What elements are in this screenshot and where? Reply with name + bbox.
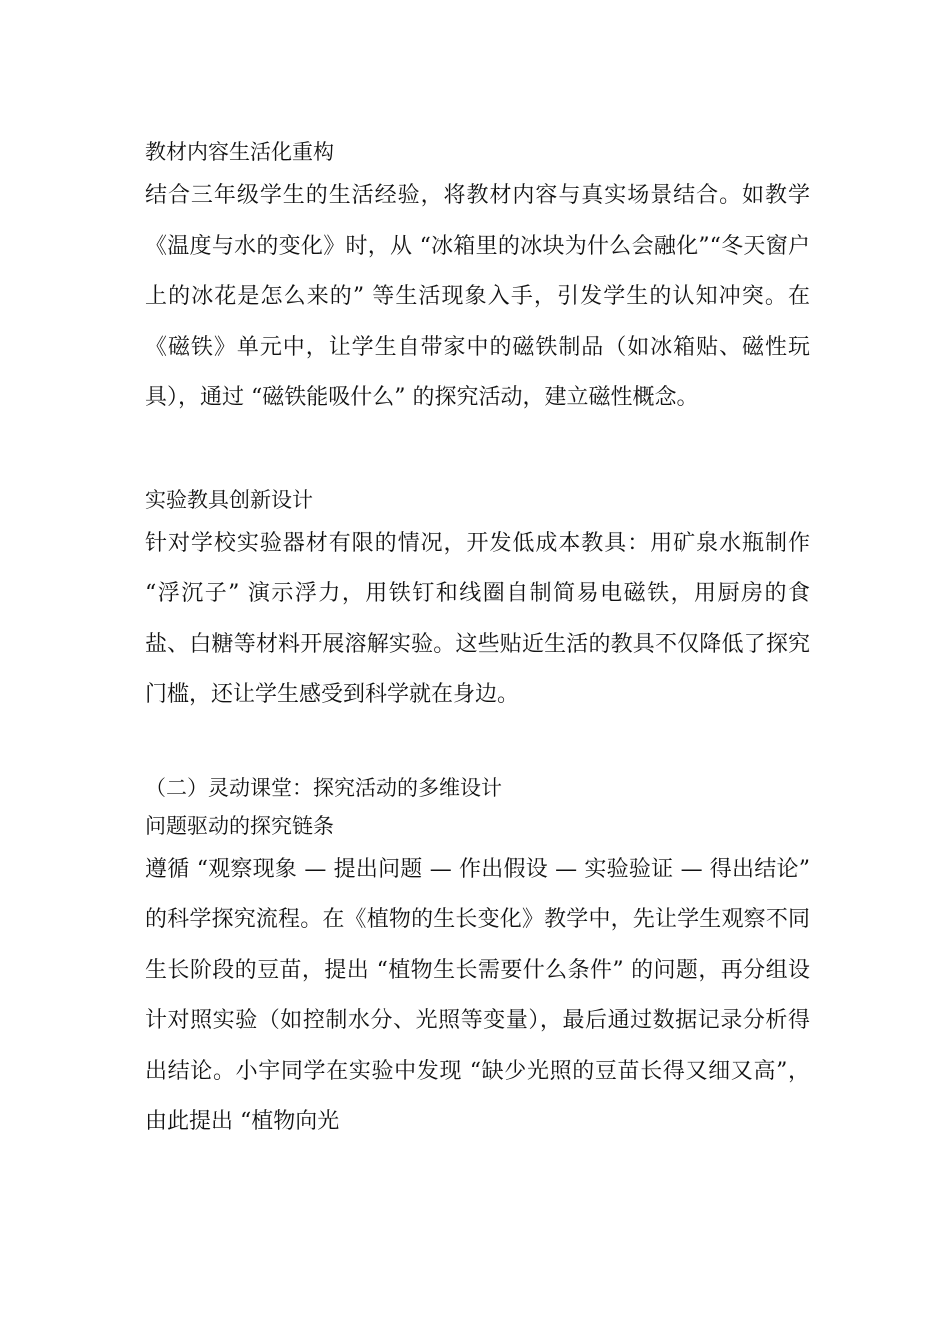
- section-paragraph: 遵循 “观察现象 — 提出问题 — 作出假设 — 实验验证 — 得出结论” 的科学探究流程。在《植物的生长变化》教学中，先让学生观察不同生长阶段的豆苗，提出 “植物生长需要什么条件” 的问题，再分组设计对照实验（如控制水分、光照等变量），最后通过数据记录分析得出结论。小宇同学在实验中发现 “缺少光照的豆苗长得又细又高”，由此提出 “植物向光: [145, 856, 810, 1134]
- section-heading: 实验教具创新设计: [145, 487, 313, 512]
- paragraph-spacer: [145, 721, 810, 769]
- section-heading: 教材内容生活化重构: [145, 140, 334, 164]
- section-paragraph: 结合三年级学生的生活经验，将教材内容与真实场景结合。如教学《温度与水的变化》时，从 “冰箱里的冰块为什么会融化”“冬天窗户上的冰花是怎么来的” 等生活现象入手，引发学生的认知冲突。在《磁铁》单元中，让学生自带家中的磁铁制品（如冰箱贴、磁性玩具），通过 “磁铁能吸什么” 的探究活动，建立磁性概念。: [145, 183, 810, 410]
- section-inquiry-design: [145, 769, 810, 1148]
- section-teaching-aids: [145, 481, 810, 721]
- section-curriculum-reconstruction: [145, 133, 810, 424]
- section-heading: 问题驱动的探究链条: [145, 813, 334, 838]
- document-page: [145, 133, 810, 1148]
- paragraph-spacer: [145, 424, 810, 481]
- chapter-heading: （二）灵动课堂：探究活动的多维设计: [145, 775, 502, 800]
- section-paragraph: 针对学校实验器材有限的情况，开发低成本教具：用矿泉水瓶制作 “浮沉子” 演示浮力，用铁钉和线圈自制简易电磁铁，用厨房的食盐、白糖等材料开展溶解实验。这些贴近生活的教具不仅降低了探究门槛，还让学生感受到科学就在身边。: [145, 530, 810, 707]
